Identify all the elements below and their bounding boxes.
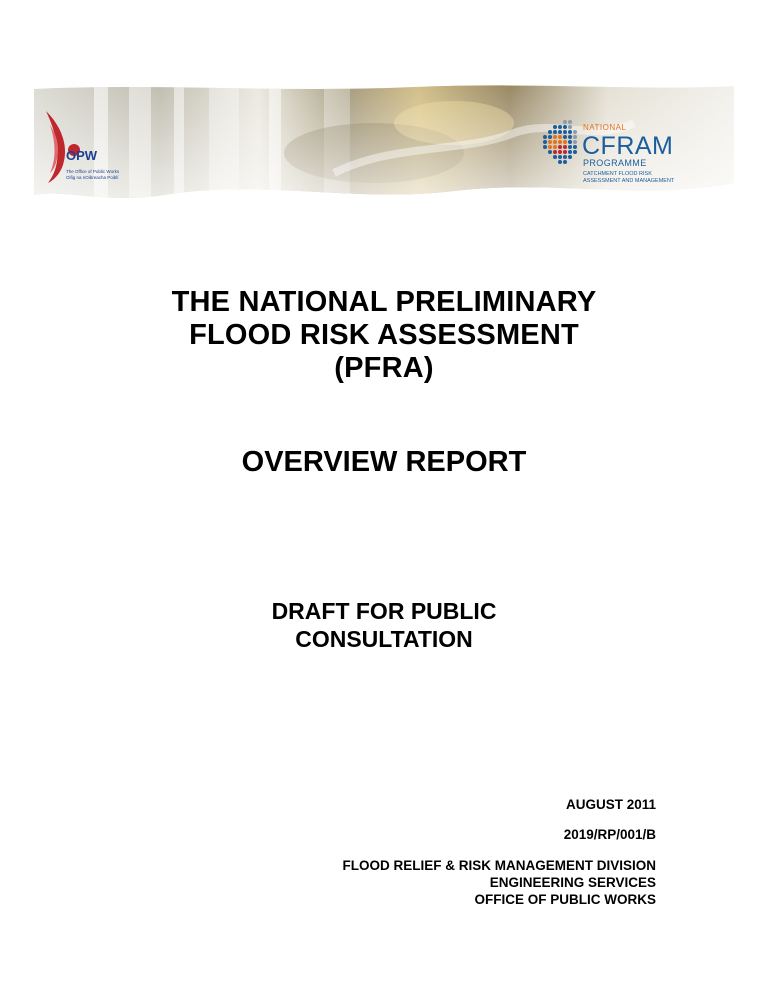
organisation-line-3: OFFICE OF PUBLIC WORKS xyxy=(474,892,656,907)
title-line-3: (PFRA) xyxy=(334,352,434,384)
status-line-2: CONSULTATION xyxy=(295,626,473,652)
document-title xyxy=(0,286,768,385)
cfram-logo-national: NATIONAL xyxy=(583,123,627,132)
header-banner xyxy=(34,83,734,205)
organisation-line-1: FLOOD RELIEF & RISK MANAGEMENT DIVISION xyxy=(342,858,656,873)
opw-logo-subtitle-1: The Office of Public Works xyxy=(66,169,120,174)
cfram-logo-programme: PROGRAMME xyxy=(583,158,647,168)
opw-logo-text: OPW xyxy=(66,148,98,163)
cfram-logo-tagline-1: CATCHMENT FLOOD RISK xyxy=(583,171,652,177)
organisation-block xyxy=(342,857,656,908)
cfram-logo-tagline-2: ASSESSMENT AND MANAGEMENT xyxy=(583,178,675,184)
title-line-1: THE NATIONAL PRELIMINARY xyxy=(171,286,597,318)
opw-logo-subtitle-2: Oifig na nOibreacha Poiblí xyxy=(66,175,119,180)
document-date: AUGUST 2011 xyxy=(565,797,656,812)
cfram-logo-cfram: CFRAM xyxy=(582,132,674,160)
title-line-2: FLOOD RISK ASSESSMENT xyxy=(189,319,579,351)
status-line-1: DRAFT FOR PUBLIC xyxy=(271,598,497,624)
document-reference: 2019/RP/001/B xyxy=(563,827,656,842)
document-subtitle: OVERVIEW REPORT xyxy=(241,446,527,478)
organisation-line-2: ENGINEERING SERVICES xyxy=(489,875,656,890)
document-status xyxy=(0,597,768,653)
